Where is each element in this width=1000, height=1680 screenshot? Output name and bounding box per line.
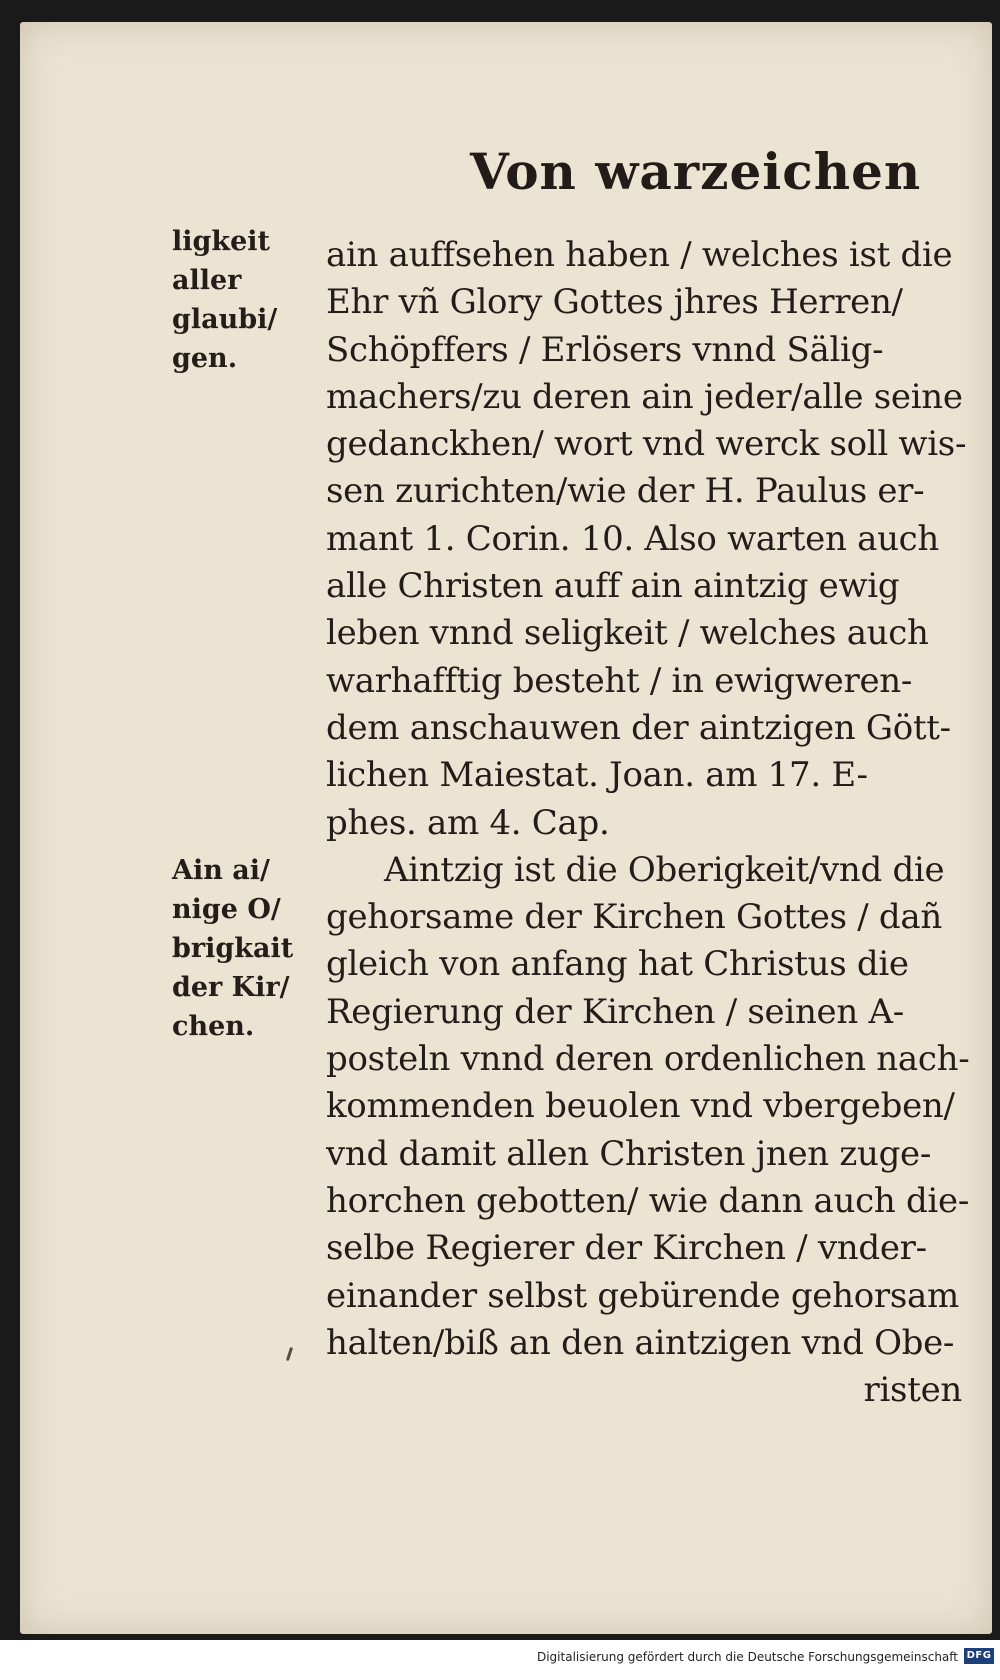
marginal-note-line: brigkait — [172, 933, 294, 964]
text-line: gleich von anfang hat Christus die — [326, 944, 909, 985]
text-line: phes. am 4. Cap. — [326, 802, 610, 843]
text-line: halten/biß an den aintzigen vnd Obe- — [326, 1322, 955, 1363]
text-line: alle Christen auff ain aintzig ewig — [326, 566, 900, 607]
text-line: selbe Regierer der Kirchen / vnder- — [326, 1228, 927, 1269]
text-line: Regierung der Kirchen / seinen A- — [326, 991, 904, 1032]
text-line: mant 1. Corin. 10. Also warten auch — [326, 518, 940, 559]
text-line: dem anschauwen der aintzigen Gött- — [326, 707, 951, 748]
main-text-block — [326, 232, 970, 1414]
text-line: gehorsame der Kirchen Gottes / dañ — [326, 897, 942, 938]
marginal-note-line: glaubi/ — [172, 304, 278, 335]
text-line: machers/zu deren ain jeder/alle seine — [326, 376, 963, 417]
text-line: einander selbst gebürende gehorsam — [326, 1275, 959, 1316]
catchword: risten — [863, 1370, 962, 1411]
text-line: Schöpffers / Erlösers vnnd Sälig- — [326, 329, 884, 370]
text-line: leben vnnd seligkeit / welches auch — [326, 613, 929, 654]
text-line: warhafftig besteht / in ewigweren- — [326, 660, 913, 701]
text-line: Ehr vñ Glory Gottes jhres Herren/ — [326, 282, 903, 323]
text-line: ain auffsehen haben / welches ist die — [326, 235, 953, 275]
text-line: lichen Maiestat. Joan. am 17. E- — [326, 755, 868, 796]
text-line: gedanckhen/ wort vnd werck soll wis- — [326, 424, 967, 465]
marginal-note-line: aller — [172, 265, 242, 296]
marginal-note-line: Ain ai/ — [172, 855, 270, 886]
text-line: horchen gebotten/ wie dann auch die- — [326, 1180, 970, 1221]
footer-bar — [0, 1640, 1000, 1680]
text-line: posteln vnnd deren ordenlichen nach- — [326, 1039, 970, 1080]
marginal-note-line: gen. — [172, 343, 238, 374]
ink-speck — [286, 1347, 293, 1361]
marginal-note-line: ligkeit — [172, 226, 271, 257]
text-line: vnd damit allen Christen jnen zuge- — [326, 1133, 932, 1174]
marginal-note-line: chen. — [172, 1011, 255, 1042]
running-head: Von warzeichen — [470, 142, 922, 201]
marginal-note-1 — [172, 222, 312, 378]
marginal-note-line: der Kir/ — [172, 972, 290, 1003]
marginal-note-2 — [172, 851, 312, 1046]
text-line: kommenden beuolen vnd vbergeben/ — [326, 1086, 955, 1127]
paragraph-start-line: Aintzig ist die Oberigkeit/vnd die — [384, 849, 945, 890]
text-line: sen zurichten/wie der H. Paulus er- — [326, 471, 925, 512]
funding-credit: Digitalisierung gefördert durch die Deutsche Forschungsgemeinschaft — [536, 1650, 958, 1664]
book-page — [20, 22, 992, 1634]
dfg-logo: DFG — [964, 1648, 994, 1664]
marginal-note-line: nige O/ — [172, 894, 281, 925]
